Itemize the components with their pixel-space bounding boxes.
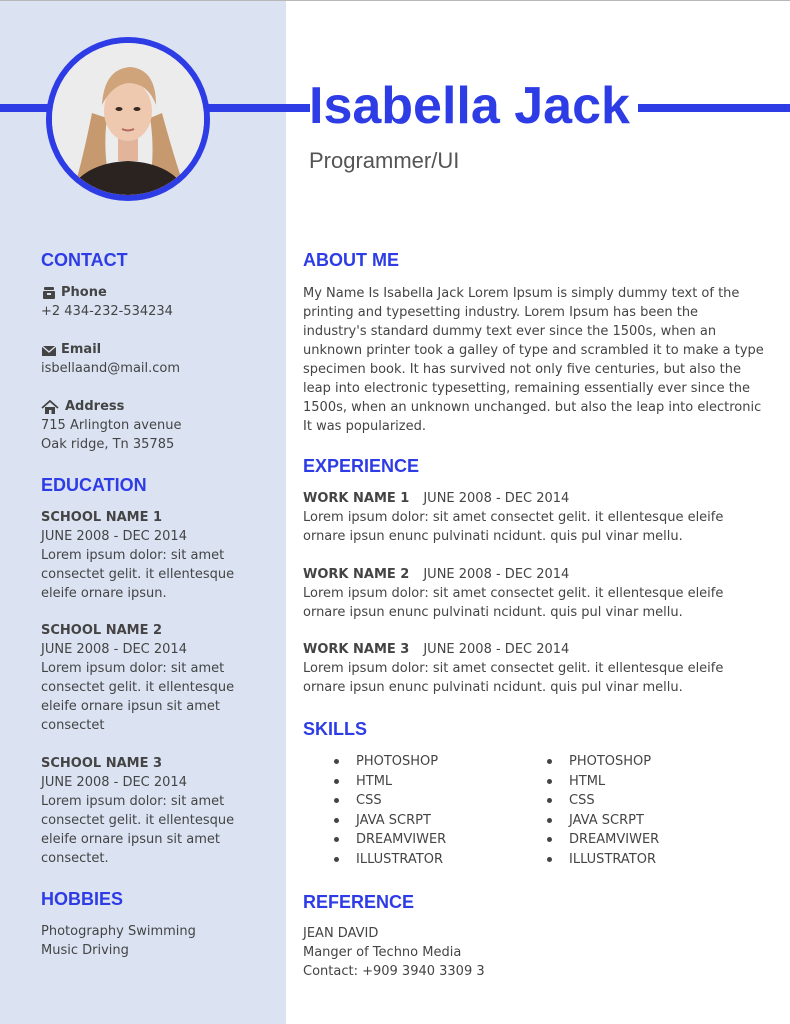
school-dates: JUNE 2008 - DEC 2014: [41, 642, 187, 657]
work-desc-line: ornare ipsun enunc pulvinati ncidunt. quis pul vinar mellu.: [303, 529, 683, 544]
skill-item: CSS: [545, 791, 659, 811]
school-desc-line: Lorem ipsum dolor: sit amet: [41, 661, 225, 676]
experience-heading: EXPERIENCE: [303, 456, 420, 476]
skills-column-2: [545, 752, 659, 870]
school-dates: JUNE 2008 - DEC 2014: [41, 775, 187, 790]
skill-item: PHOTOSHOP: [332, 752, 446, 772]
reference-block: [303, 924, 485, 981]
about-line: unknown printer took a galley of type and scrambled it to make a type: [303, 343, 764, 358]
school-desc-line: eleife ornare ipsun.: [41, 586, 167, 601]
skills-heading: SKILLS: [303, 719, 368, 739]
address-line-2: Oak ridge, Tn 35785: [41, 437, 175, 452]
phone-number: +2 434-232-534234: [41, 304, 173, 319]
skill-item: ILLUSTRATOR: [545, 850, 659, 870]
accent-bar-right: [638, 104, 790, 112]
education-item: [41, 621, 234, 735]
work-desc-line: Lorem ipsum dolor: sit amet consectet gelit. it ellentesque eleife: [303, 510, 724, 525]
work-title: WORK NAME 2: [303, 567, 410, 582]
experience-item: [303, 489, 723, 546]
work-dates: JUNE 2008 - DEC 2014: [423, 642, 570, 657]
about-heading: ABOUT ME: [303, 250, 399, 270]
hobbies-line: Music Driving: [41, 943, 129, 958]
work-desc-line: Lorem ipsum dolor: sit amet consectet gelit. it ellentesque eleife: [303, 586, 724, 601]
about-line: leap into electronic typesetting, remaining essentially ever since the: [303, 381, 751, 396]
contact-email: [41, 340, 180, 378]
about-line: specimen book. It has survived not only five centuries, but also the: [303, 362, 741, 377]
school-desc-line: eleife ornare ipsun sit amet: [41, 699, 220, 714]
school-desc-line: consectet: [41, 718, 105, 733]
email-icon: [41, 343, 57, 357]
about-line: 1500s, when an unknown unchanged. but also the leap into electronic: [303, 400, 762, 415]
work-desc-line: ornare ipsun enunc pulvinati ncidunt. quis pul vinar mellu.: [303, 680, 683, 695]
skills-column-1: [332, 752, 446, 870]
experience-item: [303, 640, 723, 697]
address-line-1: 715 Arlington avenue: [41, 418, 182, 433]
about-line: It was popularized.: [303, 419, 427, 434]
school-desc-line: consectet gelit. it ellentesque: [41, 567, 235, 582]
work-title: WORK NAME 1: [303, 491, 410, 506]
education-item: [41, 508, 234, 603]
about-line: printing and typesetting industry. Lorem Ipsum has been the: [303, 305, 699, 320]
skill-item: PHOTOSHOP: [545, 752, 659, 772]
skill-item: JAVA SCRPT: [545, 811, 659, 831]
school-desc-line: consectet.: [41, 851, 109, 866]
skill-item: HTML: [545, 772, 659, 792]
contact-phone: [41, 283, 173, 321]
candidate-name: Isabella Jack: [309, 77, 630, 135]
reference-name: JEAN DAVID: [303, 926, 379, 941]
reference-heading: REFERENCE: [303, 892, 415, 912]
about-text: [303, 284, 764, 436]
address-label: Address: [65, 399, 125, 414]
skill-item: CSS: [332, 791, 446, 811]
about-line: industry's standard dummy text ever since the 1500s, when an: [303, 324, 717, 339]
work-desc-line: ornare ipsun enunc pulvinati ncidunt. quis pul vinar mellu.: [303, 605, 683, 620]
profile-photo: [46, 37, 210, 201]
school-desc-line: eleife ornare ipsun sit amet: [41, 832, 220, 847]
contact-heading: CONTACT: [41, 250, 128, 270]
skill-item: DREAMVIWER: [332, 830, 446, 850]
school-dates: JUNE 2008 - DEC 2014: [41, 529, 187, 544]
email-label: Email: [61, 342, 102, 357]
work-title: WORK NAME 3: [303, 642, 410, 657]
contact-address: [41, 397, 181, 454]
hobbies-line: Photography Swimming: [41, 924, 196, 939]
reference-contact: Contact: +909 3940 3309 3: [303, 964, 485, 979]
work-desc-line: Lorem ipsum dolor: sit amet consectet gelit. it ellentesque eleife: [303, 661, 724, 676]
hobbies-list: [41, 922, 196, 960]
about-line: My Name Is Isabella Jack Lorem Ipsum is simply dummy text of the: [303, 286, 740, 301]
reference-role: Manger of Techno Media: [303, 945, 462, 960]
email-address: isbellaand@mail.com: [41, 361, 181, 376]
school-name: SCHOOL NAME 3: [41, 756, 163, 771]
school-desc-line: consectet gelit. it ellentesque: [41, 813, 235, 828]
phone-label: Phone: [61, 285, 107, 300]
job-title: Programmer/UI: [309, 148, 460, 173]
school-desc-line: Lorem ipsum dolor: sit amet: [41, 548, 225, 563]
education-item: [41, 754, 234, 868]
phone-icon: [41, 286, 57, 300]
skill-item: ILLUSTRATOR: [332, 850, 446, 870]
school-name: SCHOOL NAME 1: [41, 510, 163, 525]
school-desc-line: consectet gelit. it ellentesque: [41, 680, 235, 695]
address-icon: [41, 399, 61, 415]
work-dates: JUNE 2008 - DEC 2014: [423, 567, 570, 582]
skill-item: DREAMVIWER: [545, 830, 659, 850]
school-desc-line: Lorem ipsum dolor: sit amet: [41, 794, 225, 809]
hobbies-heading: HOBBIES: [41, 889, 124, 909]
education-heading: EDUCATION: [41, 475, 147, 495]
work-dates: JUNE 2008 - DEC 2014: [423, 491, 570, 506]
experience-item: [303, 565, 723, 622]
school-name: SCHOOL NAME 2: [41, 623, 163, 638]
skill-item: JAVA SCRPT: [332, 811, 446, 831]
skill-item: HTML: [332, 772, 446, 792]
